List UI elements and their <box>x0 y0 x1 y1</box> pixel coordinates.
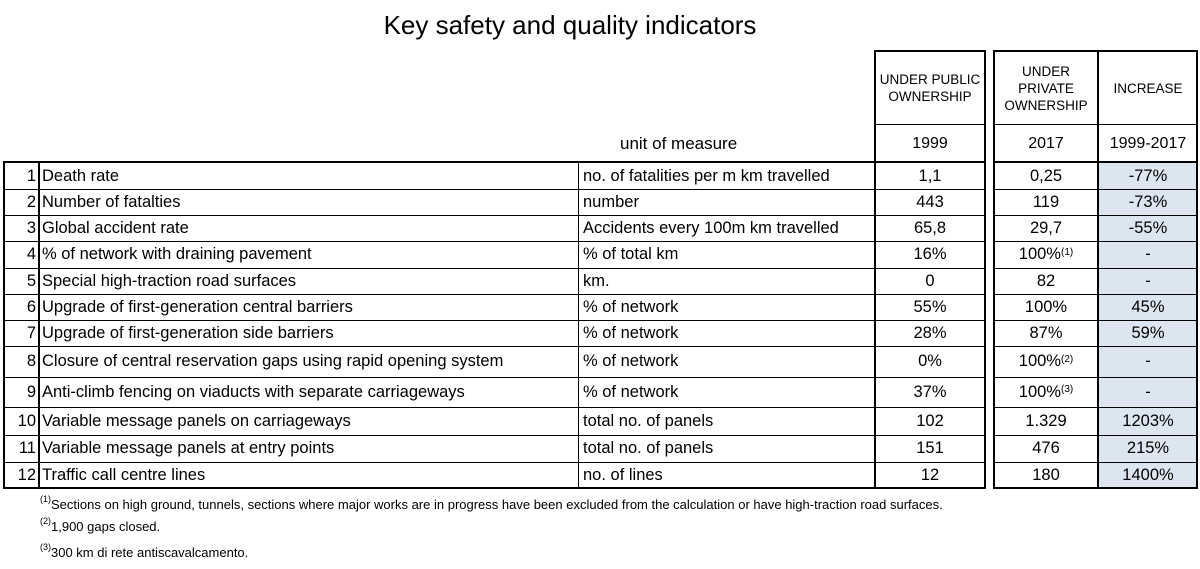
header-private-label: UNDER PRIVATE OWNERSHIP <box>1004 63 1088 113</box>
value-1999-text: 37% <box>913 382 947 401</box>
indicator-name <box>40 268 576 294</box>
increase-value-text: -55% <box>1128 218 1168 237</box>
unit-of-measure-header: unit of measure <box>620 134 738 153</box>
indicator-name-text: Number of fatalties <box>42 192 181 211</box>
value-2017 <box>995 435 1097 462</box>
increase-value-text: - <box>1145 382 1151 401</box>
page-title: Key safety and quality indicators <box>383 10 757 40</box>
unit-of-measure <box>580 163 872 189</box>
row-number <box>4 294 37 320</box>
grid-line <box>993 124 1198 125</box>
indicator-name-text: Upgrade of first-generation side barriers <box>42 323 334 342</box>
value-1999-text: 65,8 <box>913 218 947 237</box>
value-1999-text: 12 <box>920 465 940 484</box>
value-1999-text: 151 <box>916 439 944 457</box>
row-number <box>4 462 37 488</box>
value-1999-text: 1,1 <box>918 166 942 185</box>
header-period: 1999-2017 <box>1109 135 1187 152</box>
header-year-1999: 1999 <box>912 135 948 152</box>
value-2017-text: 87% <box>1029 323 1063 342</box>
row-number <box>4 189 37 215</box>
table-row <box>0 435 1200 462</box>
value-2017-text: 0,25 <box>1029 166 1063 185</box>
row-number-text: 8 <box>26 352 36 370</box>
row-number <box>4 320 37 346</box>
value-2017: 100% $^{(2)}$ <box>1018 352 1074 370</box>
value-2017-text: 29,7 <box>1029 218 1063 237</box>
table-row <box>0 462 1200 488</box>
indicator-name-text: Variable message panels on carriageways <box>42 411 351 430</box>
value-2017 <box>995 407 1097 435</box>
value-2017-text: 1.329 <box>1025 411 1067 430</box>
row-number-text: 6 <box>26 297 36 316</box>
indicator-name-text: % of network with draining pavement <box>42 245 312 263</box>
value-1999-text: 0 <box>925 271 935 290</box>
indicator-name <box>40 163 576 189</box>
value-2017-text: 100% <box>1018 352 1061 370</box>
value-1999 <box>876 268 984 294</box>
row-number <box>4 377 37 407</box>
header-increase <box>1099 52 1197 124</box>
row-number-text: 5 <box>26 271 36 290</box>
increase-value-text: 1400% <box>1122 465 1174 484</box>
value-1999 <box>876 407 984 435</box>
value-2017-text: 100% <box>1018 245 1061 263</box>
value-2017-text: 119 <box>1032 192 1060 211</box>
header-increase-label: INCREASE <box>1113 80 1183 96</box>
table-row <box>0 163 1200 189</box>
table-row <box>0 215 1200 241</box>
row-number-text: 3 <box>26 218 36 237</box>
increase-value <box>1099 320 1197 346</box>
indicator-name-text: Death rate <box>42 166 120 185</box>
table-row <box>0 268 1200 294</box>
value-1999 <box>876 163 984 189</box>
increase-value-text: -73% <box>1128 192 1168 211</box>
indicator-name <box>40 241 576 268</box>
increase-value <box>1099 294 1197 320</box>
indicator-name <box>40 346 576 377</box>
indicator-name <box>40 377 576 407</box>
indicator-name <box>40 294 576 320</box>
increase-value-text: 215% <box>1126 439 1170 457</box>
increase-value <box>1099 377 1197 407</box>
unit-of-measure <box>580 435 872 462</box>
row-number <box>4 215 37 241</box>
grid-line <box>993 487 1198 489</box>
value-2017 <box>995 294 1097 320</box>
increase-value <box>1099 163 1197 189</box>
indicator-name <box>40 462 576 488</box>
value-2017-text: 100% <box>1018 382 1061 401</box>
row-number-text: 1 <box>26 166 36 185</box>
value-2017 <box>995 163 1097 189</box>
increase-value <box>1099 268 1197 294</box>
grid-line <box>993 50 1198 52</box>
indicator-name <box>40 189 576 215</box>
indicator-name-text: Global accident rate <box>42 218 189 237</box>
increase-value <box>1099 189 1197 215</box>
row-number <box>4 346 37 377</box>
table-row <box>0 320 1200 346</box>
value-2017 <box>995 462 1097 488</box>
unit-of-measure <box>580 215 872 241</box>
value-1999-text: 443 <box>916 192 944 211</box>
footnote-text: 300 km di rete antiscavalcamento. <box>51 545 249 560</box>
table-row <box>0 189 1200 215</box>
row-number-text: 10 <box>17 411 36 430</box>
increase-value-text: 59% <box>1131 323 1165 342</box>
footnote-2 <box>40 515 161 534</box>
value-1999-text: 0% <box>918 352 942 370</box>
value-2017: 100% $^{(3)}$ <box>1018 382 1074 401</box>
grid-line <box>3 487 986 489</box>
indicator-name-text: Anti-climb fencing on viaducts with separate carriageways <box>42 382 465 401</box>
indicator-name-text: Traffic call centre lines <box>42 465 206 484</box>
unit-of-measure <box>580 294 872 320</box>
grid-line <box>874 50 986 52</box>
unit-of-measure-text: % of network <box>583 352 679 370</box>
value-1999-text: 55% <box>913 297 947 316</box>
unit-of-measure <box>580 241 872 268</box>
footnote-text: 1,900 gaps closed. <box>51 519 161 534</box>
value-1999 <box>876 320 984 346</box>
row-number <box>4 407 37 435</box>
footnote-mark: (1) <box>40 493 51 504</box>
row-number <box>4 268 37 294</box>
header-public-ownership <box>876 52 984 124</box>
value-1999 <box>876 462 984 488</box>
indicator-name-text: Special high-traction road surfaces <box>42 271 297 290</box>
indicator-name-text: Variable message panels at entry points <box>42 439 335 457</box>
increase-value-text: - <box>1145 352 1151 370</box>
value-2017 <box>995 189 1097 215</box>
value-1999-text: 28% <box>913 323 947 342</box>
increase-value-text: - <box>1145 245 1151 263</box>
value-2017-text: 180 <box>1032 465 1060 484</box>
row-number-text: 9 <box>26 382 36 401</box>
value-1999 <box>876 189 984 215</box>
value-1999 <box>876 435 984 462</box>
row-number-text: 12 <box>17 465 36 484</box>
unit-of-measure-text: number <box>583 192 639 211</box>
grid-line <box>874 124 986 125</box>
unit-of-measure-text: total no. of panels <box>583 439 714 457</box>
unit-of-measure-text: km. <box>583 271 610 290</box>
footnote-3 <box>40 541 249 560</box>
table-row <box>0 346 1200 377</box>
unit-of-measure-text: no. of lines <box>583 465 663 484</box>
increase-value <box>1099 241 1197 268</box>
increase-value <box>1099 407 1197 435</box>
table-row <box>0 407 1200 435</box>
header-public-label: UNDER PUBLIC OWNERSHIP <box>879 72 981 104</box>
increase-value-text: - <box>1145 271 1151 290</box>
value-2017 <box>995 268 1097 294</box>
value-1999 <box>876 377 984 407</box>
unit-of-measure-text: % of network <box>583 382 679 401</box>
header-private-ownership <box>995 52 1097 124</box>
value-1999 <box>876 294 984 320</box>
value-1999-text: 102 <box>916 411 944 430</box>
footnote-mark: (2) <box>40 515 51 526</box>
row-number-text: 7 <box>26 323 36 342</box>
value-2017: 100% $^{(1)}$ <box>1018 245 1074 263</box>
increase-value <box>1099 215 1197 241</box>
footnote-1 <box>40 493 943 512</box>
row-number-text: 4 <box>26 245 36 263</box>
value-2017-text: 82 <box>1036 271 1056 290</box>
table-row <box>0 377 1200 407</box>
row-number-text: 2 <box>26 192 36 211</box>
indicator-name <box>40 435 576 462</box>
value-2017-text: 100% <box>1024 297 1068 316</box>
unit-of-measure-text: no. of fatalities per m km travelled <box>583 166 830 185</box>
unit-of-measure <box>580 462 872 488</box>
row-number <box>4 241 37 268</box>
footnote-text: Sections on high ground, tunnels, sections where major works are in progress have been excluded from the calculation or have high-traction road surfaces. <box>51 497 943 512</box>
increase-value-text: -77% <box>1128 166 1168 185</box>
value-1999 <box>876 215 984 241</box>
indicator-name <box>40 407 576 435</box>
row-number <box>4 435 37 462</box>
unit-of-measure-text: total no. of panels <box>583 411 714 430</box>
increase-value-text: 45% <box>1131 297 1165 316</box>
increase-value <box>1099 346 1197 377</box>
indicator-name-text: Closure of central reservation gaps using rapid opening system <box>42 352 504 370</box>
increase-value <box>1099 435 1197 462</box>
header-year-2017: 2017 <box>1028 135 1064 152</box>
table-row <box>0 294 1200 320</box>
increase-value-text: 1203% <box>1122 411 1174 430</box>
unit-of-measure <box>580 377 872 407</box>
unit-of-measure <box>580 189 872 215</box>
unit-of-measure-text: % of network <box>583 297 679 316</box>
unit-of-measure-text: % of total km <box>583 245 679 263</box>
value-2017-text: 476 <box>1032 439 1060 457</box>
unit-of-measure-text: % of network <box>583 323 679 342</box>
value-1999 <box>876 346 984 377</box>
indicator-name <box>40 320 576 346</box>
unit-of-measure-text: Accidents every 100m km travelled <box>583 218 839 237</box>
unit-of-measure <box>580 407 872 435</box>
value-1999-text: 16% <box>913 245 947 263</box>
row-number-text: 11 <box>18 439 36 457</box>
indicator-name-text: Upgrade of first-generation central barriers <box>42 297 353 316</box>
value-2017 <box>995 215 1097 241</box>
value-1999 <box>876 241 984 268</box>
unit-of-measure <box>580 268 872 294</box>
row-number <box>4 163 37 189</box>
increase-value <box>1099 462 1197 488</box>
table-row <box>0 241 1200 268</box>
unit-of-measure <box>580 346 872 377</box>
footnote-mark: (3) <box>40 541 51 552</box>
unit-of-measure <box>580 320 872 346</box>
indicator-name <box>40 215 576 241</box>
value-2017 <box>995 320 1097 346</box>
